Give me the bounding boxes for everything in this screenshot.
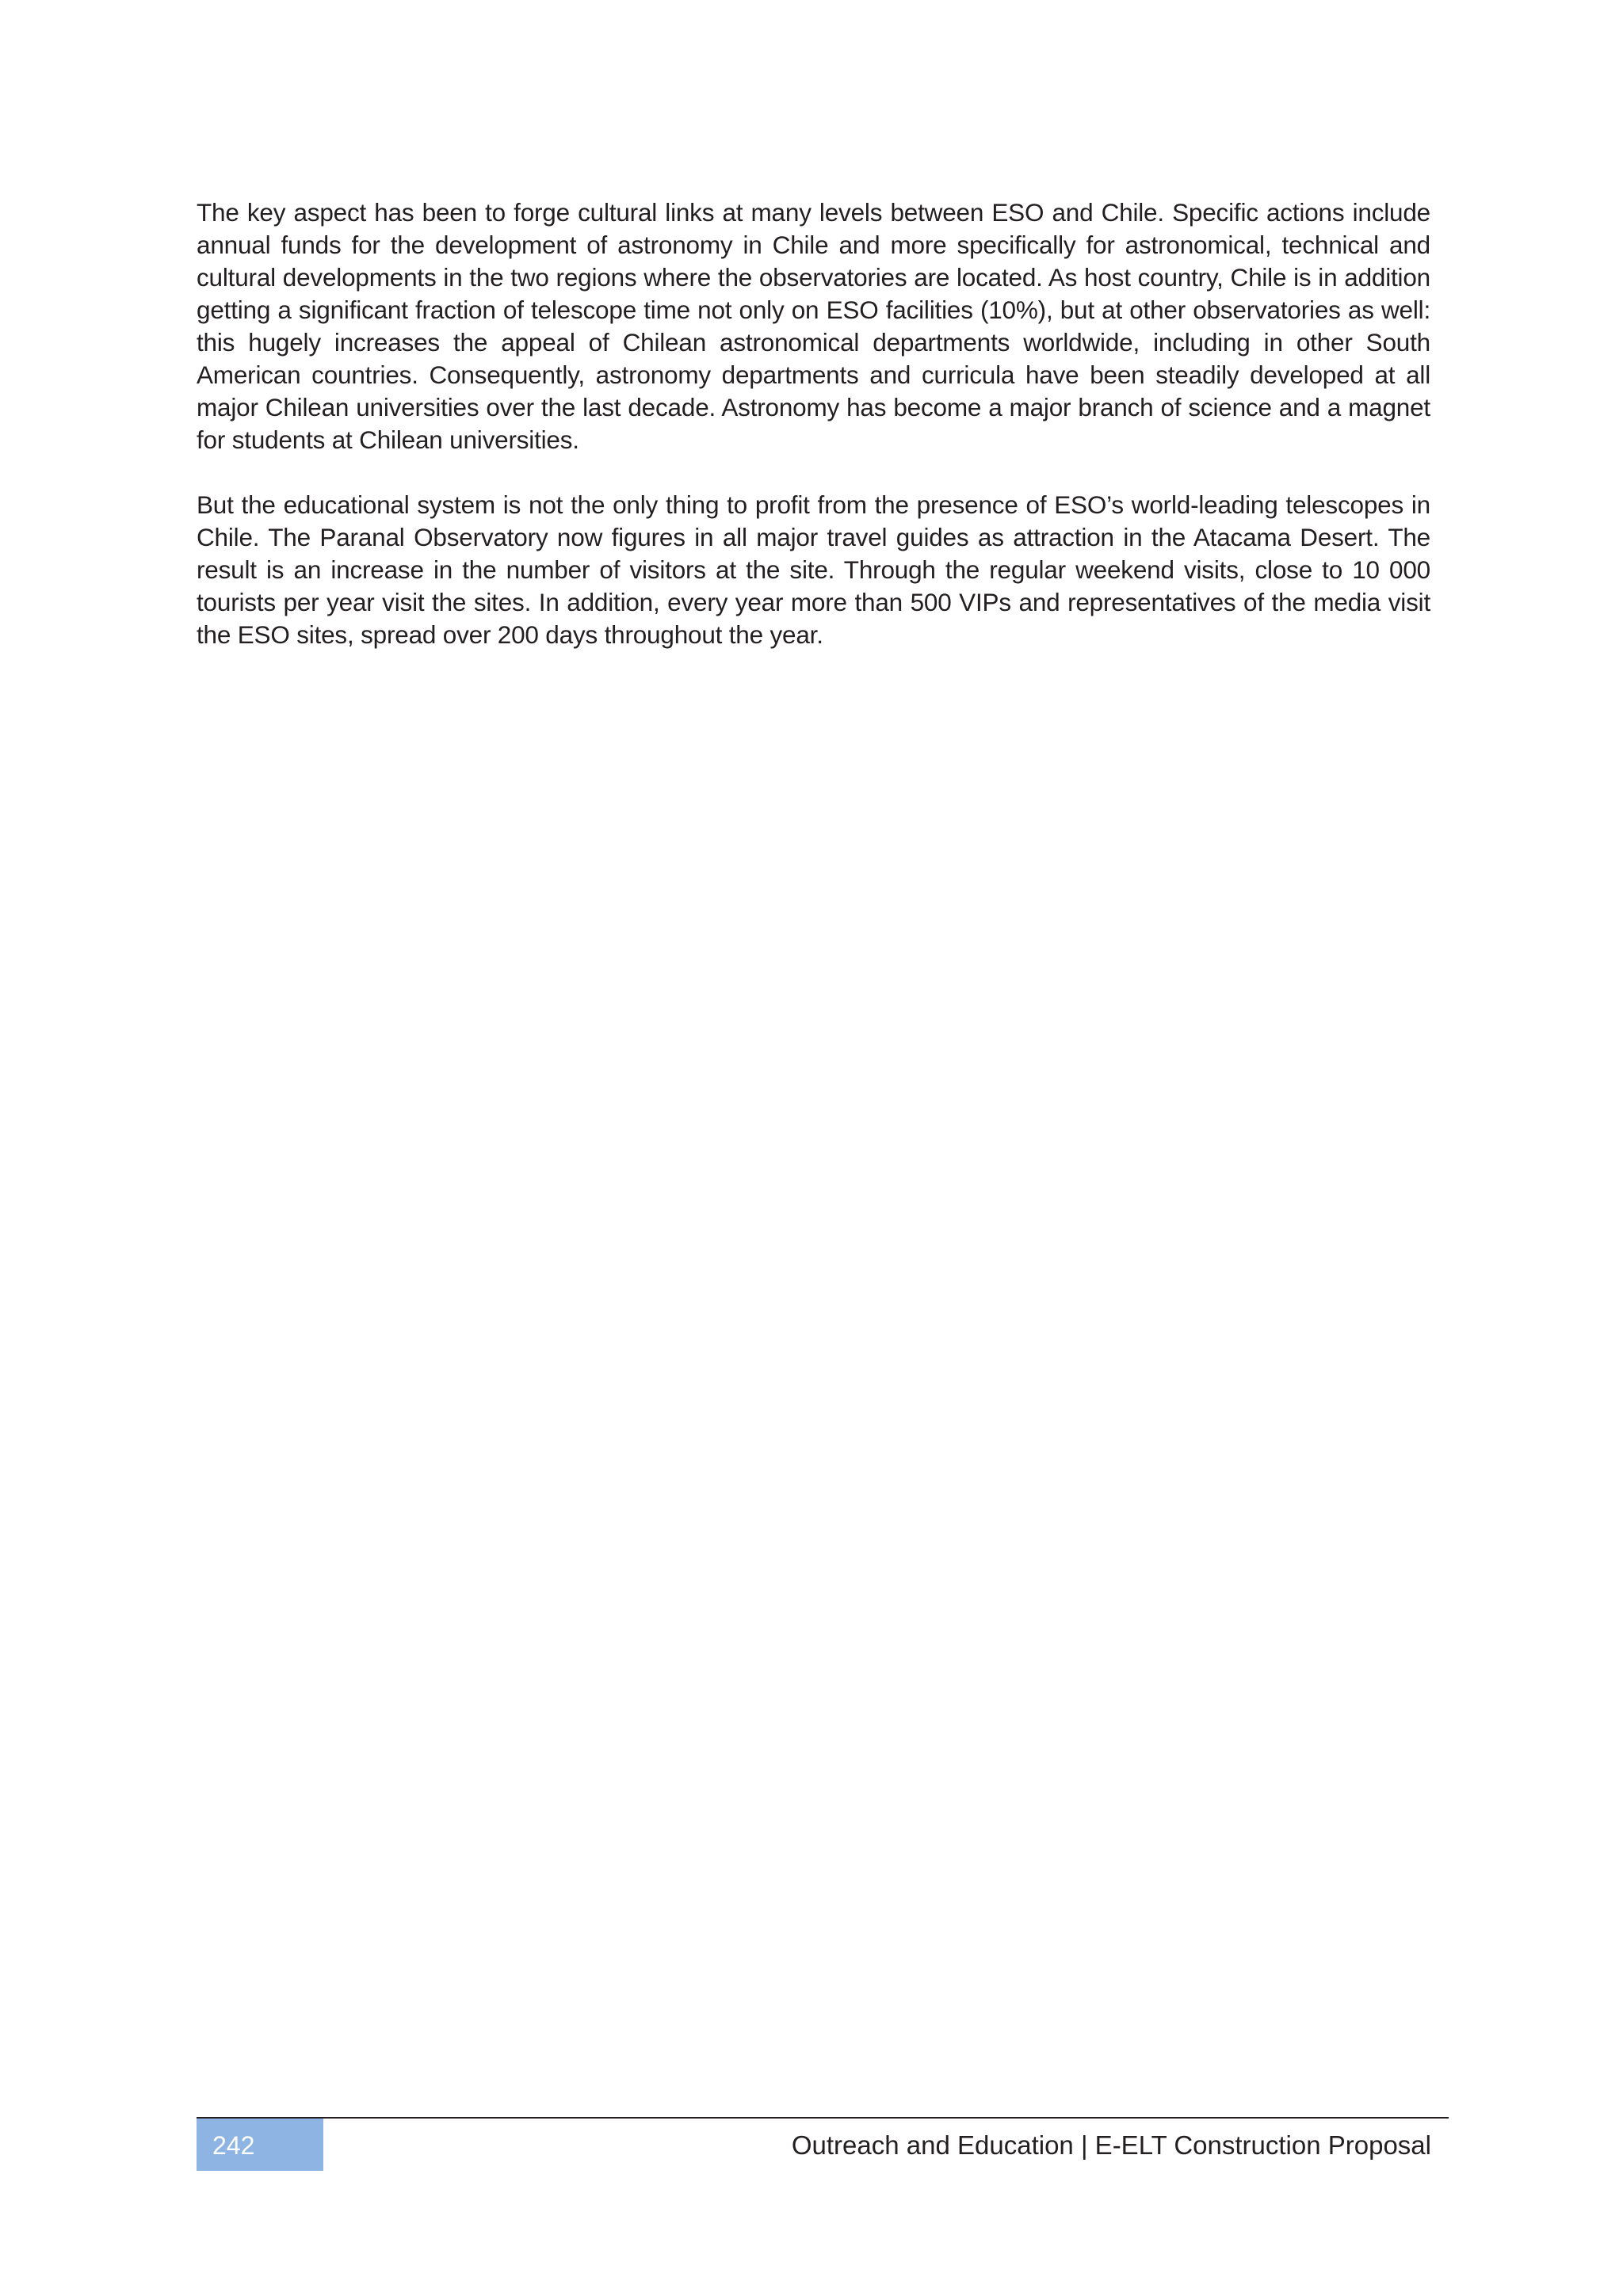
page-footer bbox=[197, 2117, 1449, 2172]
running-title: Outreach and Education | E-ELT Construction Proposal bbox=[791, 2130, 1431, 2160]
paragraph-tourism-visitors: But the educational system is not the only thing to profit from the presence of ESO’s world-leading telescopes in Chile. The Paranal Observatory now figures in all major travel guides as attraction in the Atacama Desert. The result is an increase in the number of visitors at the site. Through the regular weekend visits, close to 10 000 tourists per year visit the sites. In addition, every year more than 500 VIPs and representatives of the media visit the ESO sites, spread over 200 days throughout the year. bbox=[197, 490, 1430, 649]
page-number-box bbox=[197, 2119, 323, 2171]
page-number: 242 bbox=[212, 2131, 255, 2160]
footer-divider bbox=[197, 2117, 1449, 2119]
paragraph-eso-chile-links: The key aspect has been to forge cultural links at many levels between ESO and Chile. Specific actions include annual funds for the development of astronomy in Chile and more specifically for astronomical, technical and cultural developments in the two regions where the observatories are located. As host country, Chile is in addition getting a significant fraction of telescope time not only on ESO facilities (10%), but at other observatories as well: this hugely increases the appeal of Chilean astronomical departments worldwide, including in other South American countries. Consequently, astronomy departments and curricula have been steadily developed at all major Chilean universities over the last decade. Astronomy has become a major branch of science and a magnet for students at Chilean universities. bbox=[197, 198, 1430, 454]
body-text bbox=[197, 196, 1430, 684]
